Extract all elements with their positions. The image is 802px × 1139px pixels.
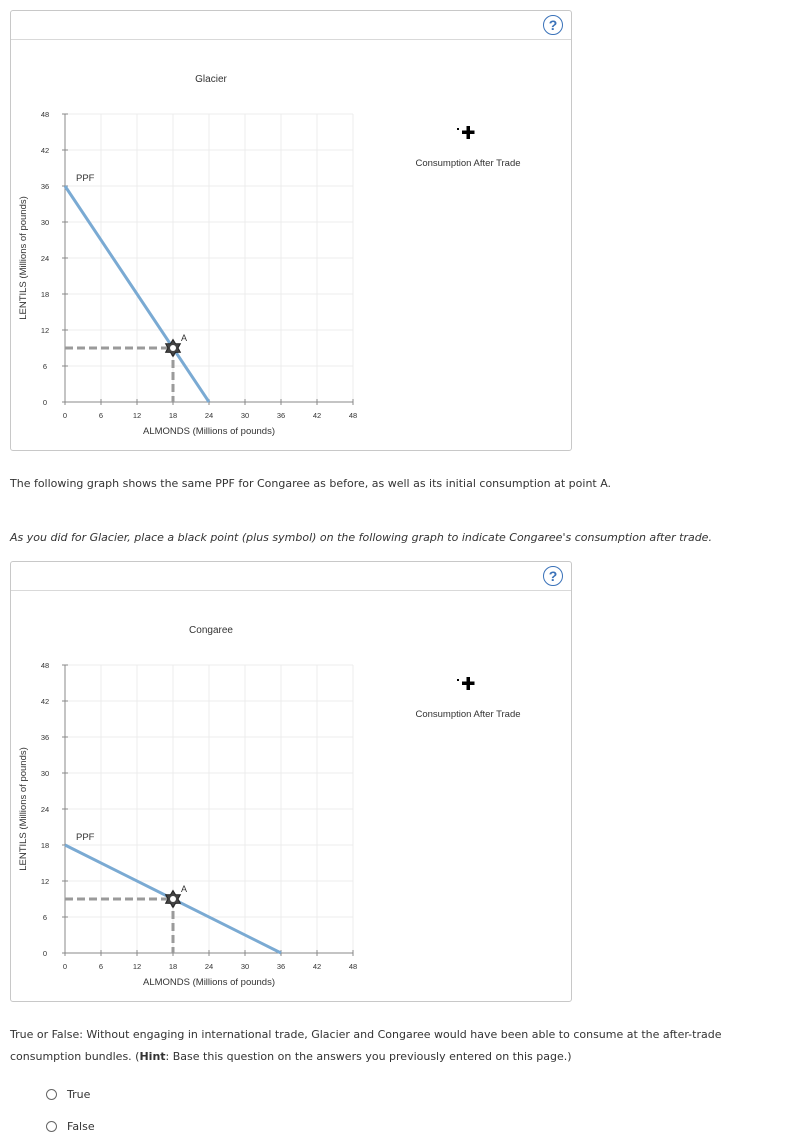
- x-tick-label: 42: [312, 962, 322, 971]
- point-label: A: [181, 333, 188, 343]
- y-tick-label: 18: [40, 290, 50, 299]
- y-tick-label: 6: [42, 362, 48, 371]
- y-tick-label: 12: [40, 326, 50, 335]
- plus-icon-horizontal: [462, 131, 475, 135]
- plus-icon-horizontal: [462, 682, 475, 686]
- x-tick-label: 30: [240, 411, 250, 420]
- y-tick-label: 36: [40, 182, 50, 191]
- y-tick-label: 42: [40, 146, 50, 155]
- question-prefix: True or False: Without engaging in international trade, Glacier and Congaree would have been able to consume at the after-trade consumption bundles. (: [10, 1028, 722, 1063]
- y-tick-label: 48: [40, 110, 50, 119]
- x-tick-label: 48: [348, 962, 358, 971]
- legend-label: Consumption After Trade: [415, 709, 521, 720]
- y-tick-label: 24: [40, 254, 50, 263]
- point-label: A: [181, 884, 188, 894]
- x-tick-label: 24: [204, 962, 214, 971]
- help-icon[interactable]: ?: [543, 15, 563, 35]
- option-true[interactable]: [46, 1088, 90, 1101]
- y-axis-label: LENTILS (Millions of pounds): [18, 196, 29, 320]
- plus-tool-icon[interactable]: [457, 126, 475, 139]
- x-axis-label: ALMONDS (Millions of pounds): [143, 426, 275, 437]
- y-tick-label: 12: [40, 877, 50, 886]
- question-suffix: : Base this question on the answers you previously entered on this page.): [165, 1050, 572, 1063]
- option-true-label: True: [67, 1088, 91, 1101]
- true-false-question: [10, 1024, 792, 1068]
- x-tick-label: 18: [168, 411, 178, 420]
- ppf-label: PPF: [76, 173, 95, 184]
- x-tick-label: 42: [312, 411, 322, 420]
- plus-icon-dot: [457, 679, 459, 681]
- chart-title: Congaree: [189, 625, 233, 636]
- option-false-label: False: [67, 1120, 95, 1133]
- x-tick-label: 36: [276, 411, 286, 420]
- x-tick-label: 6: [98, 962, 104, 971]
- x-axis-label: ALMONDS (Millions of pounds): [143, 977, 275, 988]
- congaree-chart[interactable]: [11, 562, 571, 1001]
- option-false[interactable]: [46, 1120, 95, 1133]
- glacier-graph-panel: [10, 10, 572, 451]
- y-tick-label: 30: [40, 769, 50, 778]
- y-axis-label: LENTILS (Millions of pounds): [18, 747, 29, 871]
- y-tick-label: 30: [40, 218, 50, 227]
- radio-false[interactable]: [46, 1121, 57, 1132]
- y-tick-label: 0: [42, 398, 48, 407]
- x-tick-label: 0: [62, 411, 68, 420]
- y-tick-label: 24: [40, 805, 50, 814]
- point-marker-center: [170, 896, 176, 902]
- plus-tool-icon[interactable]: [457, 677, 475, 690]
- question-hint: Hint: [139, 1050, 166, 1063]
- help-icon[interactable]: ?: [543, 566, 563, 586]
- point-marker-center: [170, 345, 176, 351]
- x-tick-label: 24: [204, 411, 214, 420]
- glacier-chart[interactable]: [11, 11, 571, 450]
- y-tick-label: 0: [42, 949, 48, 958]
- x-tick-label: 48: [348, 411, 358, 420]
- y-tick-label: 6: [42, 913, 48, 922]
- x-tick-label: 18: [168, 962, 178, 971]
- intro-text: The following graph shows the same PPF for Congaree as before, as well as its initial consumption at point A.: [10, 477, 612, 490]
- instruction-text: As you did for Glacier, place a black point (plus symbol) on the following graph to indicate Congaree's consumption after trade.: [10, 531, 712, 544]
- x-tick-label: 0: [62, 962, 68, 971]
- y-tick-label: 18: [40, 841, 50, 850]
- chart-title: Glacier: [195, 74, 227, 85]
- congaree-graph-panel: [10, 561, 572, 1002]
- x-tick-label: 12: [132, 962, 142, 971]
- y-tick-label: 48: [40, 661, 50, 670]
- plus-icon-dot: [457, 128, 459, 130]
- x-tick-label: 6: [98, 411, 104, 420]
- y-tick-label: 42: [40, 697, 50, 706]
- x-tick-label: 12: [132, 411, 142, 420]
- ppf-label: PPF: [76, 832, 95, 843]
- x-tick-label: 36: [276, 962, 286, 971]
- radio-true[interactable]: [46, 1089, 57, 1100]
- legend-label: Consumption After Trade: [415, 158, 521, 169]
- x-tick-label: 30: [240, 962, 250, 971]
- y-tick-label: 36: [40, 733, 50, 742]
